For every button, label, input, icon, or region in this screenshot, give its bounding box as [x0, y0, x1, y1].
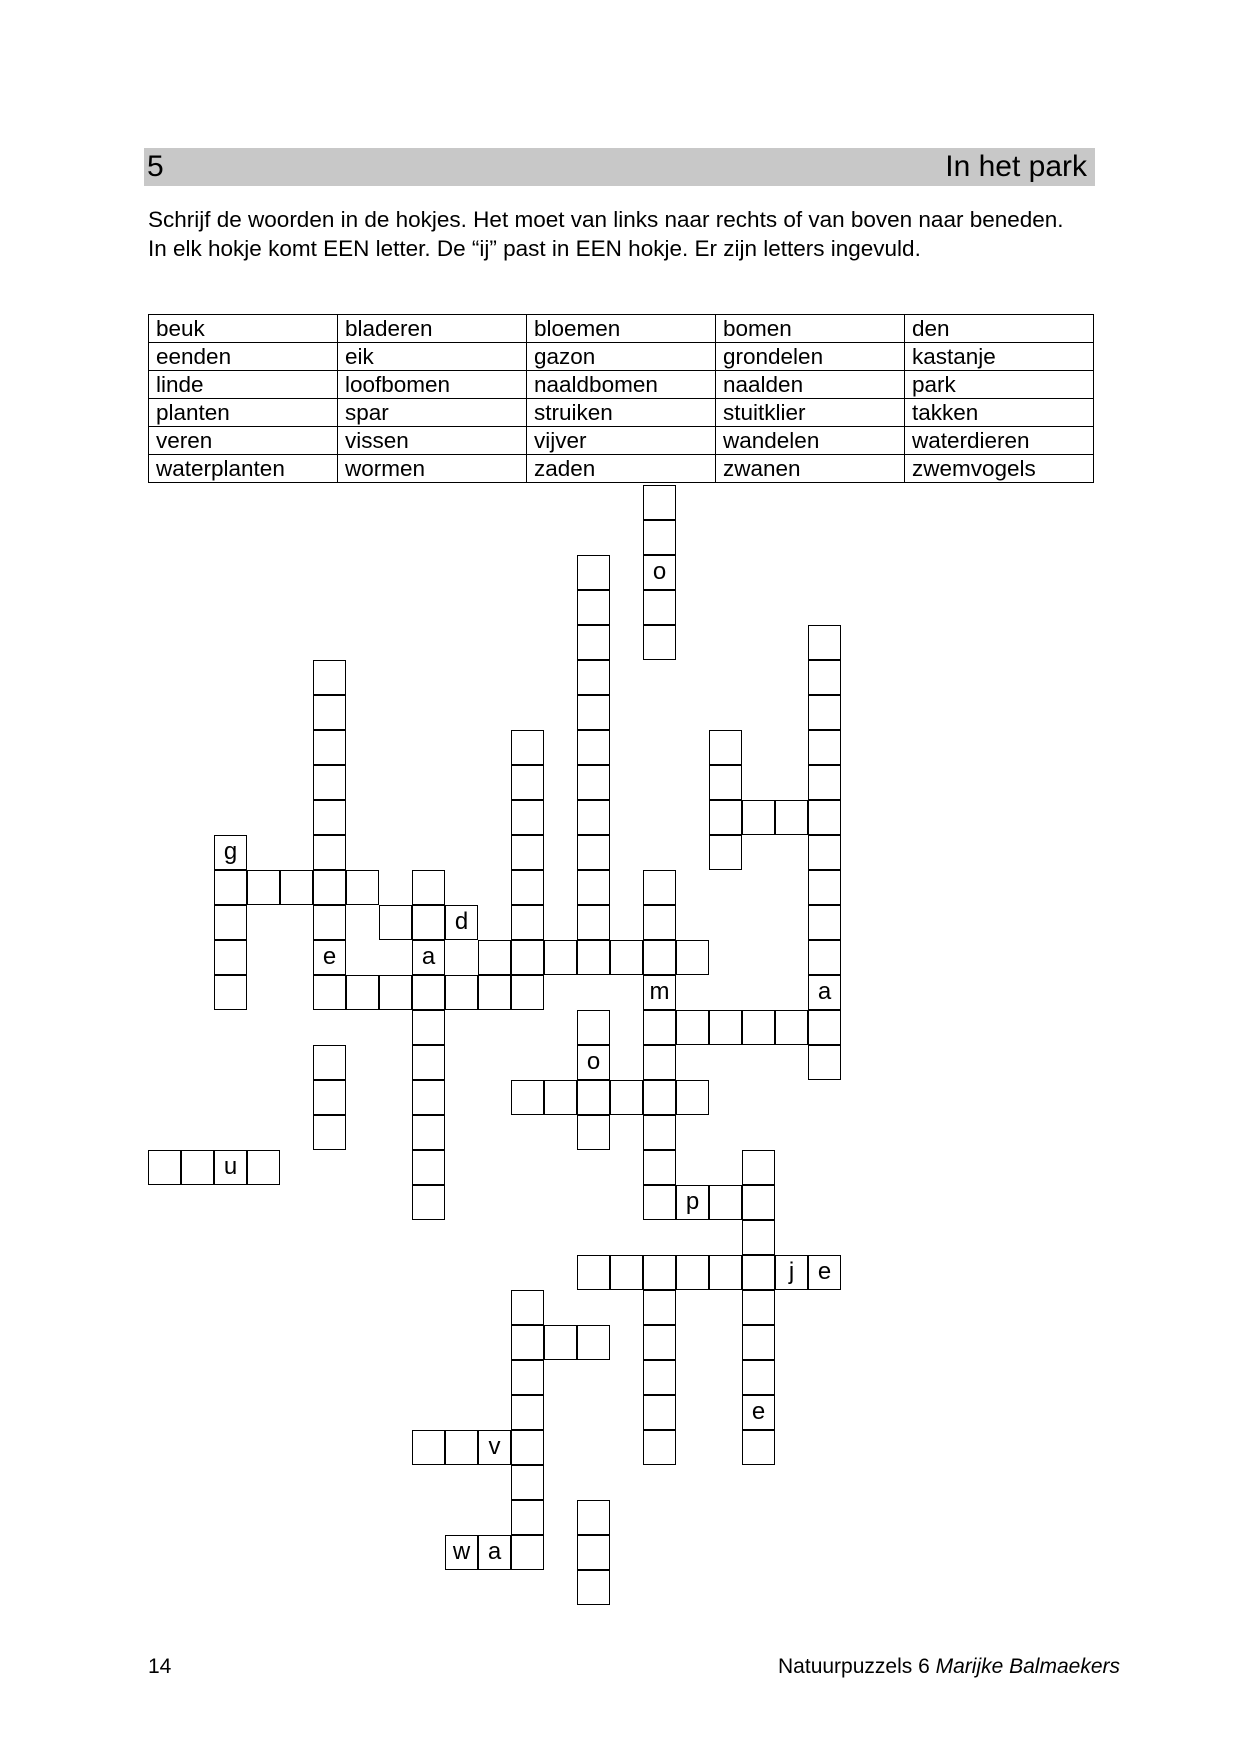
crossword-cell[interactable]: [742, 800, 775, 835]
word-cell: den: [905, 315, 1094, 343]
crossword-cell[interactable]: [643, 1255, 676, 1290]
crossword-cell[interactable]: [808, 730, 841, 765]
crossword-cell[interactable]: [577, 1080, 610, 1115]
crossword-cell[interactable]: [577, 1255, 610, 1290]
crossword-cell[interactable]: [511, 1325, 544, 1360]
word-cell: wormen: [338, 455, 527, 483]
crossword-cell[interactable]: [214, 940, 247, 975]
word-cell: waterdieren: [905, 427, 1094, 455]
crossword-cell[interactable]: [313, 975, 346, 1010]
word-cell: wandelen: [716, 427, 905, 455]
word-cell: planten: [149, 399, 338, 427]
word-cell: naaldbomen: [527, 371, 716, 399]
word-cell: takken: [905, 399, 1094, 427]
crossword-cell[interactable]: [313, 695, 346, 730]
crossword-cell[interactable]: [808, 835, 841, 870]
crossword-cell[interactable]: [775, 1010, 808, 1045]
crossword-cell[interactable]: [511, 765, 544, 800]
crossword-cell-prefilled[interactable]: p: [676, 1185, 709, 1220]
crossword-cell[interactable]: [643, 1325, 676, 1360]
crossword-cell-prefilled[interactable]: a: [478, 1535, 511, 1570]
crossword-cell[interactable]: [511, 1395, 544, 1430]
crossword-cell[interactable]: [313, 730, 346, 765]
crossword-cell[interactable]: [412, 1430, 445, 1465]
crossword-cell[interactable]: [643, 940, 676, 975]
crossword-cell[interactable]: [709, 800, 742, 835]
book-title: Natuurpuzzels 6: [778, 1655, 930, 1678]
crossword-cell[interactable]: [676, 940, 709, 975]
word-cell: waterplanten: [149, 455, 338, 483]
crossword-cell[interactable]: [709, 765, 742, 800]
crossword-cell[interactable]: [379, 975, 412, 1010]
footer-credit: [778, 1655, 1120, 1679]
word-cell: park: [905, 371, 1094, 399]
crossword-cell[interactable]: [412, 1010, 445, 1045]
section-number: 5: [147, 150, 164, 183]
crossword-cell[interactable]: [313, 905, 346, 940]
crossword-cell[interactable]: [247, 1150, 280, 1185]
crossword-cell[interactable]: [412, 1080, 445, 1115]
word-cell: zwemvogels: [905, 455, 1094, 483]
crossword-cell[interactable]: [511, 1535, 544, 1570]
word-cell: struiken: [527, 399, 716, 427]
crossword-cell[interactable]: [544, 1325, 577, 1360]
crossword-cell[interactable]: [412, 1045, 445, 1080]
crossword-cell-prefilled[interactable]: d: [445, 905, 478, 940]
crossword-cell[interactable]: [577, 870, 610, 905]
crossword-cell[interactable]: [643, 1045, 676, 1080]
crossword-cell[interactable]: [643, 905, 676, 940]
crossword-cell[interactable]: [148, 1150, 181, 1185]
crossword-cell[interactable]: [808, 800, 841, 835]
crossword-cell[interactable]: [412, 870, 445, 905]
word-cell: bloemen: [527, 315, 716, 343]
word-cell: beuk: [149, 315, 338, 343]
word-cell: bomen: [716, 315, 905, 343]
crossword-cell[interactable]: [511, 870, 544, 905]
word-cell: loofbomen: [338, 371, 527, 399]
crossword-cell[interactable]: [577, 1570, 610, 1605]
crossword-cell[interactable]: [346, 870, 379, 905]
crossword-cell[interactable]: [478, 975, 511, 1010]
crossword-cell-prefilled[interactable]: a: [808, 975, 841, 1010]
word-cell: eenden: [149, 343, 338, 371]
crossword-cell[interactable]: [808, 625, 841, 660]
crossword-cell[interactable]: [643, 1080, 676, 1115]
crossword-cell[interactable]: [445, 975, 478, 1010]
crossword-cell[interactable]: [742, 1325, 775, 1360]
crossword-cell[interactable]: [742, 1255, 775, 1290]
crossword-cell[interactable]: [577, 555, 610, 590]
word-cell: vissen: [338, 427, 527, 455]
crossword-cell[interactable]: [478, 940, 511, 975]
crossword-cell[interactable]: [709, 730, 742, 765]
crossword-cell[interactable]: [445, 1430, 478, 1465]
word-cell: bladeren: [338, 315, 527, 343]
word-cell: vijver: [527, 427, 716, 455]
crossword-cell[interactable]: [313, 835, 346, 870]
crossword-cell[interactable]: [577, 625, 610, 660]
crossword-cell-prefilled[interactable]: a: [412, 940, 445, 975]
crossword-cell[interactable]: [511, 1500, 544, 1535]
crossword-cell[interactable]: [412, 1185, 445, 1220]
crossword-cell[interactable]: [808, 905, 841, 940]
crossword-cell[interactable]: [247, 870, 280, 905]
crossword-cell[interactable]: [643, 1185, 676, 1220]
word-cell: kastanje: [905, 343, 1094, 371]
crossword-cell[interactable]: [742, 1430, 775, 1465]
page-number: 14: [148, 1655, 172, 1678]
crossword-cell[interactable]: [742, 1290, 775, 1325]
crossword-cell[interactable]: [214, 905, 247, 940]
word-cell: spar: [338, 399, 527, 427]
crossword-cell[interactable]: [511, 1430, 544, 1465]
crossword-cell[interactable]: [808, 1045, 841, 1080]
crossword-cell[interactable]: [313, 1080, 346, 1115]
crossword-cell[interactable]: [214, 870, 247, 905]
crossword-cell[interactable]: [511, 1290, 544, 1325]
crossword-cell[interactable]: [742, 1150, 775, 1185]
crossword-cell[interactable]: [379, 905, 412, 940]
word-cell: veren: [149, 427, 338, 455]
crossword-cell[interactable]: [742, 1360, 775, 1395]
crossword-cell[interactable]: [676, 1010, 709, 1045]
crossword-cell[interactable]: [313, 660, 346, 695]
word-cell: eik: [338, 343, 527, 371]
crossword-cell[interactable]: [511, 940, 544, 975]
author-name: Marijke Balmaekers: [935, 1655, 1120, 1678]
crossword-cell[interactable]: [544, 940, 577, 975]
crossword-cell[interactable]: [280, 870, 313, 905]
crossword-cell[interactable]: [742, 1010, 775, 1045]
crossword-cell[interactable]: [643, 1395, 676, 1430]
crossword-cell[interactable]: [577, 1535, 610, 1570]
crossword-cell[interactable]: [775, 800, 808, 835]
crossword-cell[interactable]: [511, 835, 544, 870]
crossword-cell[interactable]: [742, 1220, 775, 1255]
crossword-cell[interactable]: [511, 1465, 544, 1500]
crossword-cell[interactable]: [808, 1010, 841, 1045]
crossword-cell[interactable]: [214, 975, 247, 1010]
crossword-cell[interactable]: [577, 800, 610, 835]
crossword-cell[interactable]: [808, 940, 841, 975]
crossword-cell[interactable]: [412, 975, 445, 1010]
crossword-cell-prefilled[interactable]: e: [742, 1395, 775, 1430]
crossword-cell[interactable]: [577, 1010, 610, 1045]
crossword-cell[interactable]: [643, 1290, 676, 1325]
crossword-cell-prefilled[interactable]: e: [808, 1255, 841, 1290]
crossword-cell-prefilled[interactable]: g: [214, 835, 247, 870]
crossword-cell[interactable]: [577, 940, 610, 975]
crossword-cell[interactable]: [643, 1430, 676, 1465]
crossword-cell[interactable]: [313, 870, 346, 905]
crossword-cell[interactable]: [511, 1080, 544, 1115]
crossword-cell[interactable]: [808, 765, 841, 800]
crossword-cell[interactable]: [577, 1325, 610, 1360]
crossword-cell[interactable]: [577, 835, 610, 870]
crossword-cell[interactable]: [709, 835, 742, 870]
crossword-cell[interactable]: [577, 1115, 610, 1150]
crossword-cell[interactable]: [412, 1115, 445, 1150]
word-cell: grondelen: [716, 343, 905, 371]
crossword-cell[interactable]: [181, 1150, 214, 1185]
word-cell: naalden: [716, 371, 905, 399]
crossword-cell[interactable]: [643, 520, 676, 555]
crossword-cell[interactable]: [511, 905, 544, 940]
crossword-cell[interactable]: [643, 870, 676, 905]
instructions: Schrijf de woorden in de hokjes. Het moet van links naar rechts of van boven naar beneden. In elk hokje komt EEN letter. De “ij” past in EEN hokje. Er zijn letters ingevuld.: [148, 207, 1064, 261]
crossword-cell[interactable]: [577, 730, 610, 765]
crossword-cell[interactable]: [643, 485, 676, 520]
crossword-cell[interactable]: [577, 590, 610, 625]
crossword-cell[interactable]: [412, 905, 445, 940]
crossword-cell[interactable]: [808, 870, 841, 905]
crossword-cell[interactable]: [313, 765, 346, 800]
crossword-cell[interactable]: [808, 695, 841, 730]
crossword-cell[interactable]: [610, 1255, 643, 1290]
word-cell: stuitklier: [716, 399, 905, 427]
crossword-cell[interactable]: [742, 1185, 775, 1220]
crossword-cell[interactable]: [544, 1080, 577, 1115]
crossword-cell[interactable]: [511, 730, 544, 765]
crossword-cell[interactable]: [412, 1150, 445, 1185]
crossword-cell[interactable]: [808, 660, 841, 695]
crossword-cell[interactable]: [313, 800, 346, 835]
crossword-cell[interactable]: [577, 660, 610, 695]
crossword-cell[interactable]: [577, 695, 610, 730]
crossword-cell[interactable]: [577, 905, 610, 940]
section-title: In het park: [945, 150, 1087, 183]
crossword-cell[interactable]: [313, 1115, 346, 1150]
crossword-cell[interactable]: [643, 1150, 676, 1185]
crossword-cell[interactable]: [643, 625, 676, 660]
word-cell: gazon: [527, 343, 716, 371]
crossword-cell[interactable]: [610, 940, 643, 975]
crossword-cell[interactable]: [709, 1255, 742, 1290]
crossword-cell[interactable]: [709, 1010, 742, 1045]
crossword-cell[interactable]: [577, 1500, 610, 1535]
crossword-cell[interactable]: [643, 590, 676, 625]
word-cell: zwanen: [716, 455, 905, 483]
crossword-cell-prefilled[interactable]: e: [313, 940, 346, 975]
crossword-cell[interactable]: [643, 1360, 676, 1395]
crossword-cell[interactable]: [577, 765, 610, 800]
crossword-cell-prefilled[interactable]: o: [577, 1045, 610, 1080]
crossword-cell-prefilled[interactable]: w: [445, 1535, 478, 1570]
crossword-cell[interactable]: [676, 1255, 709, 1290]
crossword-cell[interactable]: [511, 800, 544, 835]
crossword-cell-prefilled[interactable]: m: [643, 975, 676, 1010]
crossword-cell[interactable]: [313, 1045, 346, 1080]
crossword-cell-prefilled[interactable]: o: [643, 555, 676, 590]
crossword-cell[interactable]: [709, 1185, 742, 1220]
crossword-cell-prefilled[interactable]: u: [214, 1150, 247, 1185]
word-cell: linde: [149, 371, 338, 399]
crossword-cell[interactable]: [610, 1080, 643, 1115]
crossword-cell[interactable]: [511, 975, 544, 1010]
crossword-cell-prefilled[interactable]: j: [775, 1255, 808, 1290]
crossword-cell[interactable]: [676, 1080, 709, 1115]
crossword-cell[interactable]: [511, 1360, 544, 1395]
crossword-cell[interactable]: [643, 1010, 676, 1045]
crossword-cell[interactable]: [643, 1115, 676, 1150]
crossword-cell-prefilled[interactable]: v: [478, 1430, 511, 1465]
word-cell: zaden: [527, 455, 716, 483]
crossword-cell[interactable]: [346, 975, 379, 1010]
